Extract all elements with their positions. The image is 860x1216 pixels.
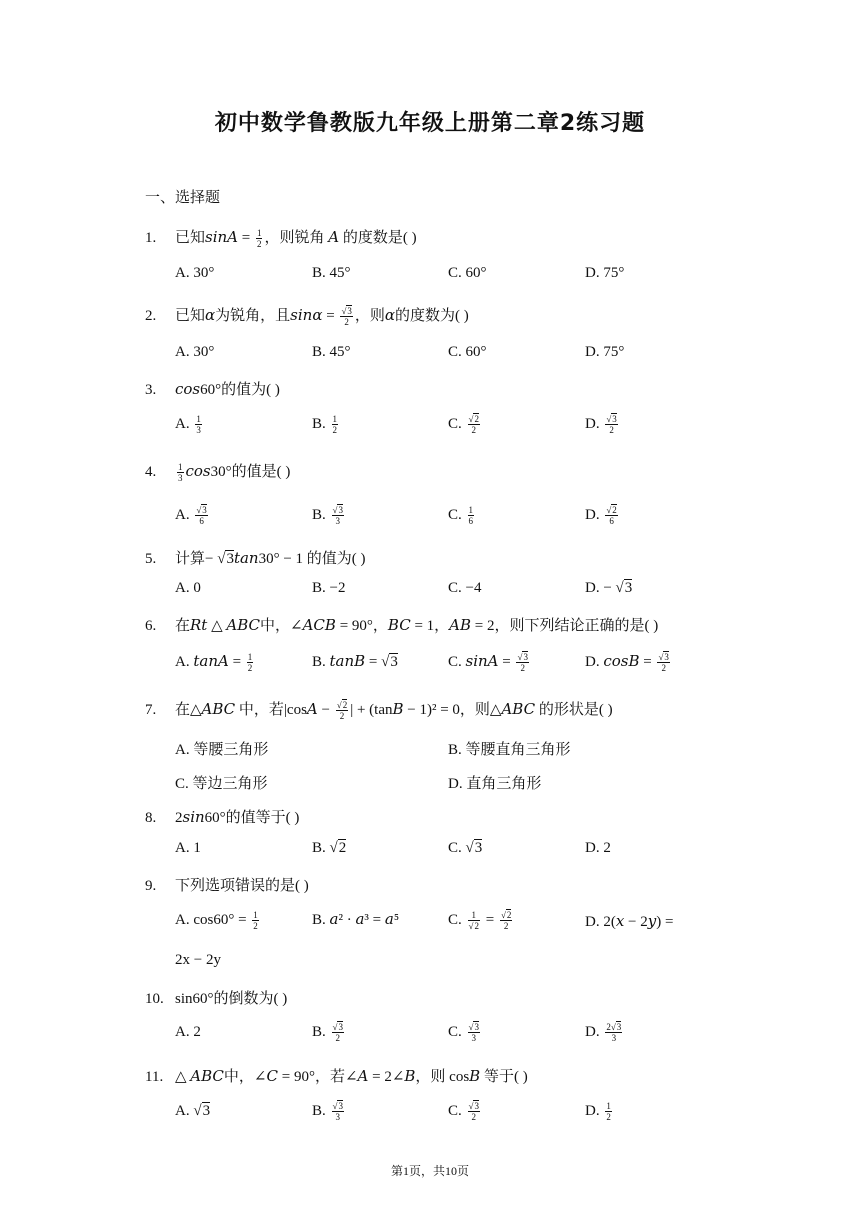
page-title: 初中数学鲁教版九年级上册第二章2练习题 — [214, 111, 646, 136]
question-3: 3. cos60°的值为( ) — [145, 380, 280, 398]
section-heading: 一、选择题 — [145, 188, 221, 206]
q2-option-d: D. 75° — [585, 344, 625, 360]
q11-option-c: C. $\frac{√3}{2}$ — [448, 1101, 479, 1122]
q1-option-d: D. 75° — [585, 265, 625, 281]
q10-option-c: C. $\frac{√3}{3}$ — [448, 1022, 479, 1043]
q4-option-b: B. $\frac{√3}{3}$ — [312, 505, 343, 526]
q4-option-a: A. $\frac{√3}{6}$ — [175, 505, 207, 526]
question-2: 2. 已知α为锐角，且sinα = $\frac{√3}{2}$ ，则α的度数为( ) — [145, 306, 469, 328]
q2-option-c: C. 60° — [448, 344, 487, 360]
q9-option-b: B. a² · a³ = a⁵ — [312, 910, 400, 928]
q1-option-a: A. 30° — [175, 265, 215, 281]
q7-option-d: D. 直角三角形 — [448, 776, 542, 792]
q5-option-d: D. − √3 — [585, 580, 633, 596]
question-9: 9. 下列选项错误的是( ) — [145, 878, 309, 894]
q6-option-c: C. sinA = $\frac{√3}{2}$ — [448, 652, 528, 674]
q3-option-b: B. $\frac{1}{2}$ — [312, 414, 338, 435]
q11-option-d: D. $\frac{1}{2}$ — [585, 1101, 611, 1122]
q10-option-a: A. 2 — [175, 1024, 201, 1040]
q3-option-d: D. $\frac{√3}{2}$ — [585, 414, 617, 435]
q10-option-d: D. $\frac{2√3}{3}$ — [585, 1022, 622, 1043]
q1-option-b: B. 45° — [312, 265, 351, 281]
q4-option-c: C. $\frac{1}{6}$ — [448, 505, 474, 526]
question-5: 5. 计算− √3tan30° − 1 的值为( ) — [145, 549, 366, 567]
question-6: 6. 在Rt △ ABC中，∠ACB = 90°，BC = 1，AB = 2，则下列结论正确的是( ) — [145, 616, 659, 634]
q9-option-d: D. 2(x − 2y) = — [585, 912, 674, 930]
question-7: 7. 在△ABC 中，若|cosA − $\frac{√2}{2}$ | + (tanB − 1)² = 0，则△ABC 的形状是( ) — [145, 700, 613, 722]
q5-option-b: B. −2 — [312, 580, 346, 596]
q3-option-a: A. $\frac{1}{3}$ — [175, 414, 201, 435]
question-11: 11. △ ABC中，∠C = 90°，若∠A = 2∠B，则 cosB 等于( ) — [145, 1067, 528, 1085]
page-footer: 第1页，共10页 — [390, 1164, 469, 1178]
question-1: 1. 已知sinA = $\frac{1}{2}$ ，则锐角 A 的度数是( ) — [145, 228, 417, 250]
question-10: 10. sin60°的倒数为( ) — [145, 991, 288, 1007]
q5-option-a: A. 0 — [175, 580, 201, 596]
q8-option-b: B. √2 — [312, 840, 347, 856]
question-4: 4. $\frac{1}{3}$ cos30°的值是( ) — [145, 462, 291, 484]
q2-option-a: A. 30° — [175, 344, 215, 360]
q1-option-c: C. 60° — [448, 265, 487, 281]
q11-option-a: A. √3 — [175, 1103, 211, 1119]
q4-option-d: D. $\frac{√2}{6}$ — [585, 505, 617, 526]
q7-option-a: A. 等腰三角形 — [175, 742, 269, 758]
q3-option-c: C. $\frac{√2}{2}$ — [448, 414, 479, 435]
q7-option-c: C. 等边三角形 — [175, 776, 268, 792]
q6-option-b: B. tanB = √3 — [312, 652, 398, 670]
q9-option-d-continued: 2x − 2y — [175, 952, 221, 968]
q6-option-a: A. tanA = $\frac{1}{2}$ — [175, 652, 253, 674]
q8-option-d: D. 2 — [585, 840, 611, 856]
q8-option-c: C. √3 — [448, 840, 483, 856]
q9-option-c: C. $\frac{1}{√2}$ = $\frac{√2}{2}$ — [448, 910, 512, 931]
q8-option-a: A. 1 — [175, 840, 201, 856]
question-8: 8. 2sin60°的值等于( ) — [145, 808, 300, 826]
q11-option-b: B. $\frac{√3}{3}$ — [312, 1101, 343, 1122]
q2-option-b: B. 45° — [312, 344, 351, 360]
q5-option-c: C. −4 — [448, 580, 482, 596]
q10-option-b: B. $\frac{√3}{2}$ — [312, 1022, 343, 1043]
q7-option-b: B. 等腰直角三角形 — [448, 742, 571, 758]
q6-option-d: D. cosB = $\frac{√3}{2}$ — [585, 652, 669, 674]
q9-option-a: A. cos60° = $\frac{1}{2}$ — [175, 910, 258, 931]
